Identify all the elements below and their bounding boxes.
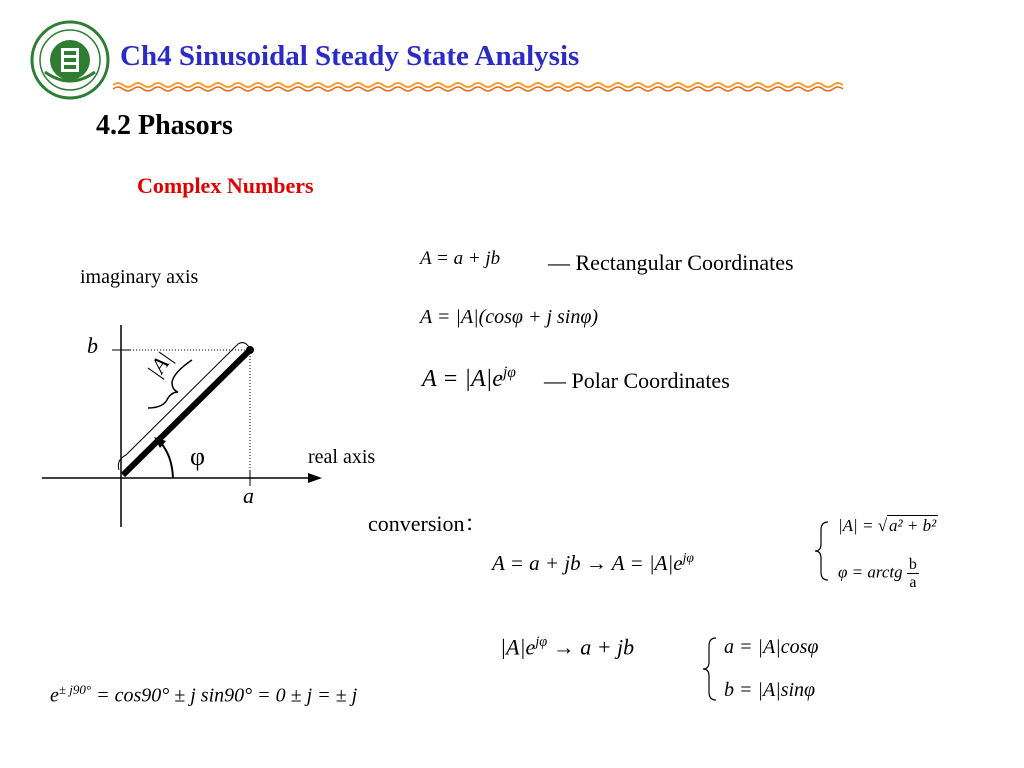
conversion-1-equation [492,550,694,576]
trig-equation: A = |A|(cosφ + j sinφ) [420,306,599,328]
real-axis-arrow [308,473,322,483]
angle-label: φ [190,442,206,471]
a-label: a [243,483,254,508]
conversion-2-brace [700,636,720,707]
polar-base: A = |A|e [422,366,503,392]
conv1-lhs: A = a + jb → A = |A|e [492,551,683,575]
magnitude-label: |A| [142,347,178,383]
euler-equation [50,682,357,708]
conv1-exponent: jφ [682,550,694,565]
magnitude-formula [838,516,938,536]
university-logo [30,20,110,100]
section-title: 4.2 Phasors [96,110,233,141]
conv2-lhs: |A|e [500,634,536,660]
real-axis-label: real axis [308,446,376,468]
conversion-1-brace [812,520,832,587]
polar-exponent: jφ [502,364,516,381]
angle-arc [160,442,173,478]
a-formula: a = |A|cosφ [724,636,819,658]
magnitude-radicand: a² + b² [889,516,937,535]
rect-equation: A = a + jb [420,248,501,269]
subsection-title: Complex Numbers [137,173,314,198]
slide-title: Ch4 Sinusoidal Steady State Analysis [120,40,580,72]
title-underline [113,80,843,98]
conversion-2-equation [500,634,634,660]
magnitude-lhs: |A| = √ [838,516,888,535]
polar-caption: — Polar Coordinates [544,368,730,393]
phasor-tip [246,346,254,354]
angle-lhs: φ = arctg [838,562,903,582]
rect-caption: — Rectangular Coordinates [548,250,794,275]
imaginary-axis-label: imaginary axis [80,266,199,288]
angle-formula [838,556,919,591]
b-formula: b = |A|sinφ [724,679,816,701]
conv2-exponent: jφ [535,634,548,650]
euler-rest: = cos90° ± j sin90° = 0 ± j = ± j [91,684,358,707]
phasor-diagram [40,320,340,530]
conv2-rest: → a + jb [547,634,635,660]
conversion-label: conversion： [368,511,487,536]
angle-fraction [907,556,919,591]
euler-exponent: ± j90° [58,682,92,697]
euler-base: e [50,684,59,707]
polar-equation [422,364,516,393]
phasor-outline [118,343,249,470]
fraction-numerator: b [908,556,917,573]
fraction-denominator: a [909,574,917,591]
b-label: b [87,333,98,358]
phasor-vector [123,350,250,475]
